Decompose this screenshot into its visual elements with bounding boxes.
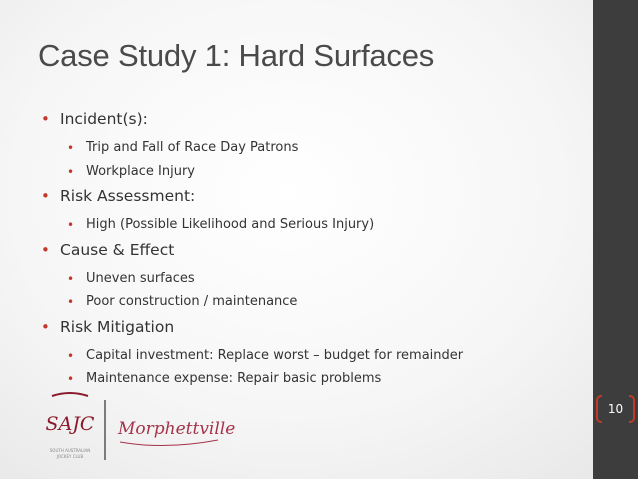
bullet-incidents: • Incident(s): <box>38 108 578 138</box>
morphettville-logo <box>117 419 235 446</box>
sajc-logo <box>46 393 95 459</box>
logo-area <box>40 388 240 473</box>
sub-bullet-poor-construction: • Poor construction / maintenance <box>38 292 578 316</box>
sajc-logo-initials: SAJC <box>45 413 95 435</box>
sub-bullet-maintenance-expense: • Maintenance expense: Repair basic problems <box>38 369 578 393</box>
bullet-risk-assessment: • Risk Assessment: <box>38 185 578 215</box>
sub-bullet-workplace-injury: • Workplace Injury <box>38 162 578 186</box>
sub-bullet-capital-investment: • Capital investment: Replace worst – budget for remainder <box>38 346 578 370</box>
page-number-badge <box>593 395 638 425</box>
sub-bullet-uneven-surfaces: • Uneven surfaces <box>38 269 578 293</box>
bullet-list <box>38 108 578 393</box>
page-number: 10 <box>607 402 624 416</box>
sajc-logo-caption-1: SOUTH AUSTRALIAN <box>49 448 91 453</box>
morphettville-logo-text: Morphettville <box>118 419 236 439</box>
sub-bullet-high-risk: • High (Possible Likelihood and Serious Injury) <box>38 215 578 239</box>
page-number-right-bracket <box>629 395 635 423</box>
bullet-risk-mitigation: • Risk Mitigation <box>38 316 578 346</box>
sub-bullet-trip-fall: • Trip and Fall of Race Day Patrons <box>38 138 578 162</box>
bullet-cause-effect: • Cause & Effect <box>38 239 578 269</box>
slide-title: Case Study 1: Hard Surfaces <box>38 38 435 73</box>
page-number-left-bracket <box>596 395 602 423</box>
logos-graphic <box>40 388 240 473</box>
sajc-logo-caption-2: JOCKEY CLUB <box>56 454 84 459</box>
